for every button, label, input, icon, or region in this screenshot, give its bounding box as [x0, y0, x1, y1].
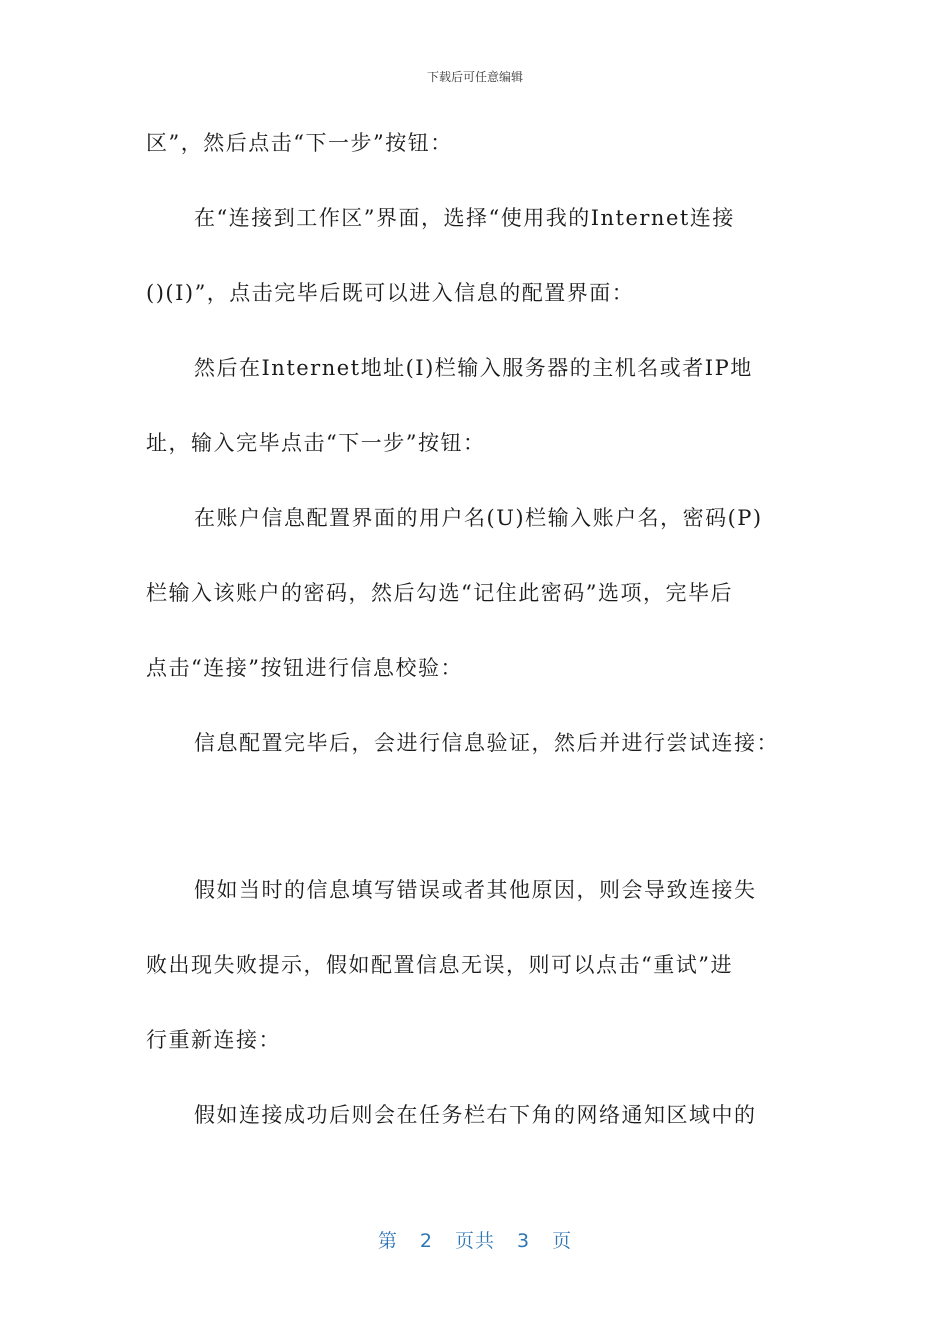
paragraph-line: 然后在Internet地址(I)栏输入服务器的主机名或者IP地	[194, 356, 753, 380]
paragraph-line: 假如当时的信息填写错误或者其他原因，则会导致连接失	[194, 878, 757, 902]
paragraph-line: 假如连接成功后则会在任务栏右下角的网络通知区域中的	[194, 1103, 757, 1127]
paragraph-line: ()(I)”，点击完毕后既可以进入信息的配置界面：	[146, 281, 635, 305]
page-footer	[0, 1226, 950, 1253]
paragraph-line: 址，输入完毕点击“下一步”按钮：	[146, 431, 486, 455]
paragraph-line: 栏输入该账户的密码，然后勾选“记住此密码”选项，完毕后	[146, 581, 733, 605]
page-label: 第	[377, 1230, 398, 1252]
paragraph-line: 点击“连接”按钮进行信息校验：	[146, 656, 463, 680]
paragraph-line: 败出现失败提示，假如配置信息无误，则可以点击“重试”进	[146, 953, 733, 977]
header-note: 下载后可任意编辑	[426, 70, 523, 84]
paragraph-line: 在账户信息配置界面的用户名(U)栏输入账户名，密码(P)	[194, 506, 763, 530]
paragraph-line: 在“连接到工作区”界面，选择“使用我的Internet连接	[194, 206, 735, 230]
page-number: 2	[419, 1230, 433, 1252]
paragraph-line: 信息配置完毕后，会进行信息验证，然后并进行尝试连接：	[194, 731, 779, 755]
of-label: 页共	[454, 1230, 495, 1252]
page-suffix: 页	[552, 1230, 573, 1252]
total-pages: 3	[517, 1230, 531, 1252]
paragraph-line: 行重新连接：	[146, 1028, 281, 1052]
paragraph-line: 区”，然后点击“下一步”按钮：	[146, 131, 453, 155]
